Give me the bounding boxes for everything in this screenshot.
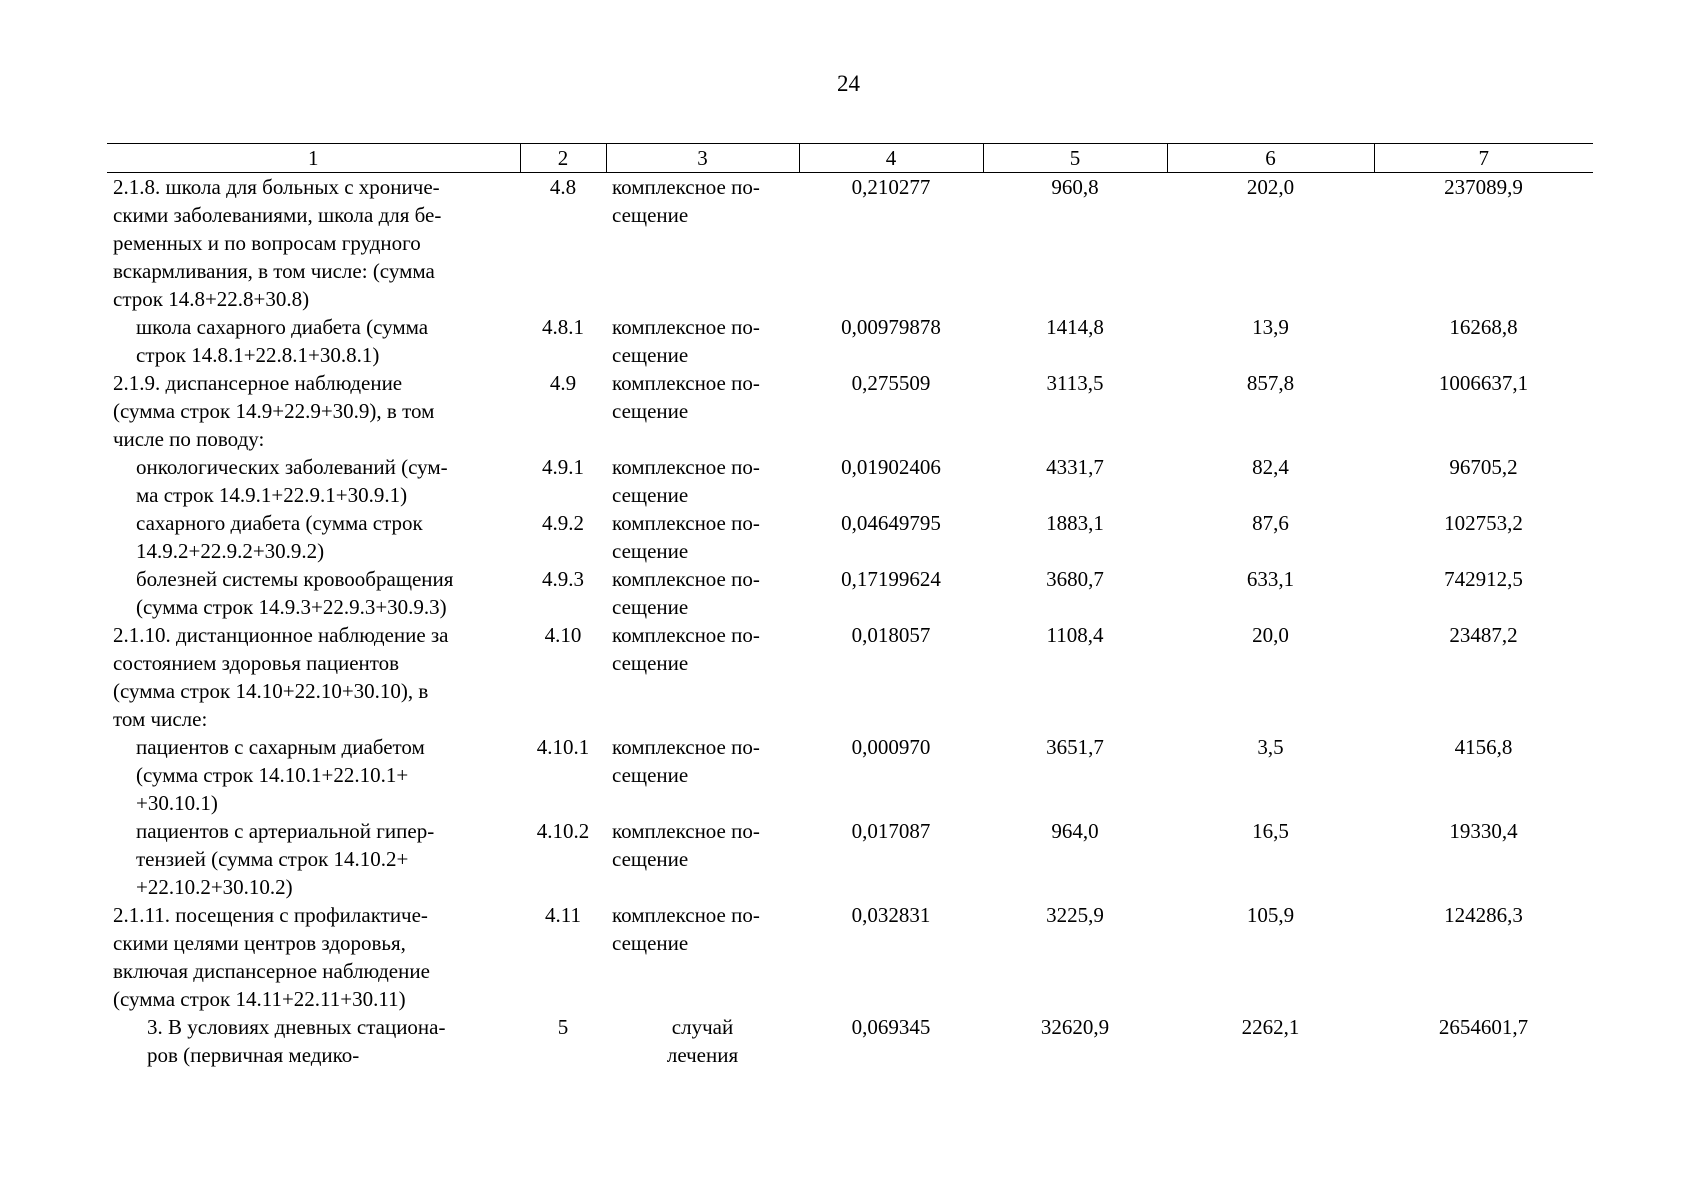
row-unit: комплексное по- сещение bbox=[612, 455, 760, 507]
row-code: 4.10.2 bbox=[536, 819, 590, 843]
row-value-4: 0,069345 bbox=[851, 1015, 931, 1039]
row-value-5: 1108,4 bbox=[1046, 623, 1104, 647]
header-row bbox=[107, 144, 1593, 173]
row-unit: комплексное по- сещение bbox=[612, 819, 760, 871]
row-value-6: 87,6 bbox=[1252, 511, 1289, 535]
column-header-1: 1 bbox=[107, 144, 520, 173]
table-row bbox=[107, 901, 1593, 1013]
row-value-7: 4156,8 bbox=[1454, 735, 1513, 759]
row-unit: комплексное по- сещение bbox=[612, 903, 760, 955]
data-table bbox=[107, 143, 1593, 1069]
row-unit: комплексное по- сещение bbox=[612, 511, 760, 563]
row-value-5: 3113,5 bbox=[1046, 371, 1104, 395]
table-row bbox=[107, 733, 1593, 817]
row-value-6: 2262,1 bbox=[1241, 1015, 1300, 1039]
row-name: пациентов с артериальной гипер- тензией (сумма строк 14.10.2+ +22.10.2+30.10.2) bbox=[136, 819, 435, 899]
row-value-7: 2654601,7 bbox=[1438, 1015, 1529, 1039]
row-unit: комплексное по- сещение bbox=[612, 735, 760, 787]
row-name: 2.1.10. дистанционное наблюдение за состоянием здоровья пациентов (сумма строк 14.10+22.10+30.10), в том числе: bbox=[113, 623, 449, 731]
row-value-6: 3,5 bbox=[1257, 735, 1284, 759]
row-value-6: 105,9 bbox=[1246, 903, 1295, 927]
row-value-4: 0,275509 bbox=[851, 371, 931, 395]
row-value-6: 202,0 bbox=[1246, 175, 1295, 199]
row-value-5: 32620,9 bbox=[1040, 1015, 1110, 1039]
row-value-5: 3680,7 bbox=[1046, 567, 1104, 591]
row-code: 5 bbox=[557, 1015, 569, 1039]
row-name: 3. В условиях дневных стациона- ров (первичная медико- bbox=[147, 1015, 446, 1067]
row-value-6: 20,0 bbox=[1252, 623, 1289, 647]
row-unit: комплексное по- сещение bbox=[612, 623, 760, 675]
row-code: 4.10 bbox=[544, 623, 582, 647]
column-header-4: 4 bbox=[799, 144, 983, 173]
row-name: 2.1.8. школа для больных с хрониче- скими заболеваниями, школа для бе- ременных и по вопросам грудного вскармливания, в том числе: (сумма строк 14.8+22.8+30.8) bbox=[113, 175, 442, 311]
row-value-5: 3651,7 bbox=[1046, 735, 1104, 759]
row-code: 4.11 bbox=[545, 903, 581, 927]
row-name: онкологических заболеваний (сум- ма строк 14.9.1+22.9.1+30.9.1) bbox=[136, 455, 448, 507]
row-value-7: 19330,4 bbox=[1449, 819, 1518, 843]
table-row bbox=[107, 621, 1593, 733]
row-value-4: 0,210277 bbox=[851, 175, 931, 199]
row-value-6: 13,9 bbox=[1252, 315, 1289, 339]
row-value-7: 23487,2 bbox=[1449, 623, 1518, 647]
row-value-6: 633,1 bbox=[1246, 567, 1295, 591]
table-row bbox=[107, 565, 1593, 621]
column-header-6: 6 bbox=[1167, 144, 1374, 173]
row-value-5: 3225,9 bbox=[1046, 903, 1104, 927]
row-name: сахарного диабета (сумма строк 14.9.2+22.9.2+30.9.2) bbox=[136, 511, 423, 563]
row-unit: комплексное по- сещение bbox=[612, 567, 760, 619]
row-code: 4.10.1 bbox=[536, 735, 590, 759]
row-code: 4.9 bbox=[549, 371, 577, 395]
table-row bbox=[107, 817, 1593, 901]
row-value-4: 0,018057 bbox=[851, 623, 931, 647]
row-name: болезней системы кровообращения (сумма строк 14.9.3+22.9.3+30.9.3) bbox=[136, 567, 454, 619]
row-value-4: 0,000970 bbox=[851, 735, 931, 759]
row-name: 2.1.11. посещения с профилактиче- скими целями центров здоровья, включая диспансерное наблюдение (сумма строк 14.11+22.11+30.11) bbox=[113, 903, 430, 1011]
row-value-4: 0,04649795 bbox=[841, 511, 941, 535]
row-value-4: 0,00979878 bbox=[841, 315, 941, 339]
row-unit: комплексное по- сещение bbox=[612, 175, 760, 227]
row-code: 4.9.2 bbox=[542, 511, 584, 535]
row-value-4: 0,032831 bbox=[851, 903, 931, 927]
row-value-5: 964,0 bbox=[1051, 819, 1099, 843]
row-value-7: 742912,5 bbox=[1444, 567, 1523, 591]
row-code: 4.8.1 bbox=[542, 315, 584, 339]
row-code: 4.8 bbox=[549, 175, 577, 199]
row-unit: комплексное по- сещение bbox=[612, 315, 760, 367]
row-value-7: 16268,8 bbox=[1449, 315, 1518, 339]
column-header-5: 5 bbox=[983, 144, 1167, 173]
row-value-7: 102753,2 bbox=[1444, 511, 1523, 535]
row-name: школа сахарного диабета (сумма строк 14.8.1+22.8.1+30.8.1) bbox=[136, 315, 429, 367]
table-row bbox=[107, 313, 1593, 369]
page-number: 24 bbox=[837, 71, 860, 96]
table-row bbox=[107, 173, 1593, 314]
row-unit: случай лечения bbox=[666, 1015, 739, 1067]
row-value-7: 237089,9 bbox=[1444, 175, 1523, 199]
row-value-7: 124286,3 bbox=[1444, 903, 1523, 927]
row-value-5: 4331,7 bbox=[1046, 455, 1104, 479]
row-value-5: 1414,8 bbox=[1046, 315, 1104, 339]
table-row bbox=[107, 369, 1593, 453]
row-value-7: 1006637,1 bbox=[1438, 371, 1529, 395]
row-unit: комплексное по- сещение bbox=[612, 371, 760, 423]
column-header-7: 7 bbox=[1374, 144, 1593, 173]
row-value-7: 96705,2 bbox=[1449, 455, 1518, 479]
column-header-3: 3 bbox=[606, 144, 799, 173]
row-code: 4.9.3 bbox=[542, 567, 584, 591]
row-value-5: 1883,1 bbox=[1046, 511, 1104, 535]
row-value-6: 857,8 bbox=[1246, 371, 1295, 395]
row-value-5: 960,8 bbox=[1051, 175, 1099, 199]
column-header-2: 2 bbox=[520, 144, 606, 173]
table-row bbox=[107, 509, 1593, 565]
row-value-4: 0,17199624 bbox=[841, 567, 941, 591]
row-value-4: 0,01902406 bbox=[841, 455, 941, 479]
table-row bbox=[107, 453, 1593, 509]
row-code: 4.9.1 bbox=[542, 455, 584, 479]
row-name: пациентов с сахарным диабетом (сумма строк 14.10.1+22.10.1+ +30.10.1) bbox=[136, 735, 425, 815]
table-row bbox=[107, 1013, 1593, 1069]
row-value-6: 16,5 bbox=[1252, 819, 1289, 843]
row-value-4: 0,017087 bbox=[851, 819, 931, 843]
row-value-6: 82,4 bbox=[1252, 455, 1289, 479]
row-name: 2.1.9. диспансерное наблюдение (сумма строк 14.9+22.9+30.9), в том числе по поводу: bbox=[113, 371, 435, 451]
